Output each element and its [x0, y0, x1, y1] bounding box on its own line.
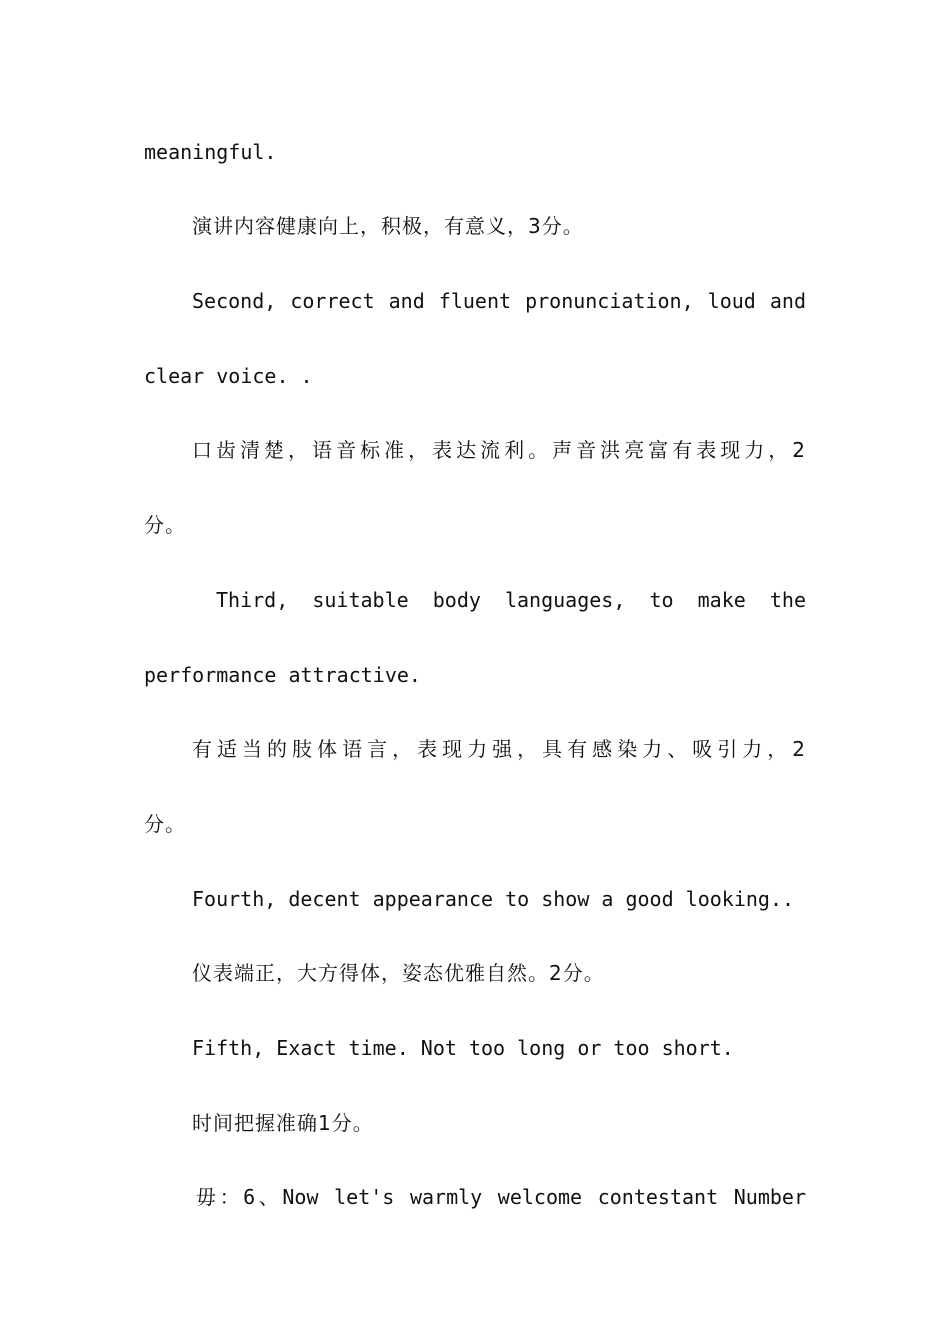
paragraph-line: Second, correct and fluent pronunciation, loud and	[192, 289, 806, 313]
paragraph-line: Fourth, decent appearance to show a good looking..	[192, 887, 795, 911]
paragraph-line: Fifth, Exact time. Not too long or too short.	[192, 1036, 734, 1060]
paragraph-line: 演讲内容健康向上，积极，有意义，3分。	[192, 214, 584, 238]
paragraph-line: 口齿清楚，语音标准，表达流利。声音洪亮富有表现力，2	[192, 438, 806, 462]
paragraph-line: performance attractive.	[144, 663, 421, 687]
paragraph-line: Third, suitable body languages, to make the	[216, 588, 806, 612]
paragraph-line: 分。	[144, 513, 186, 537]
paragraph-line: meaningful.	[144, 140, 277, 164]
paragraph-line: 有适当的肢体语言，表现力强，具有感染力、吸引力，2	[192, 737, 806, 761]
paragraph-line: 毋：6、Now let's warmly welcome contestant Number	[196, 1185, 806, 1209]
paragraph-line: 时间把握准确1分。	[192, 1111, 374, 1135]
paragraph-line: clear voice. .	[144, 364, 313, 388]
paragraph-line: 仪表端正，大方得体，姿态优雅自然。2分。	[192, 961, 605, 985]
paragraph-line: 分。	[144, 812, 186, 836]
